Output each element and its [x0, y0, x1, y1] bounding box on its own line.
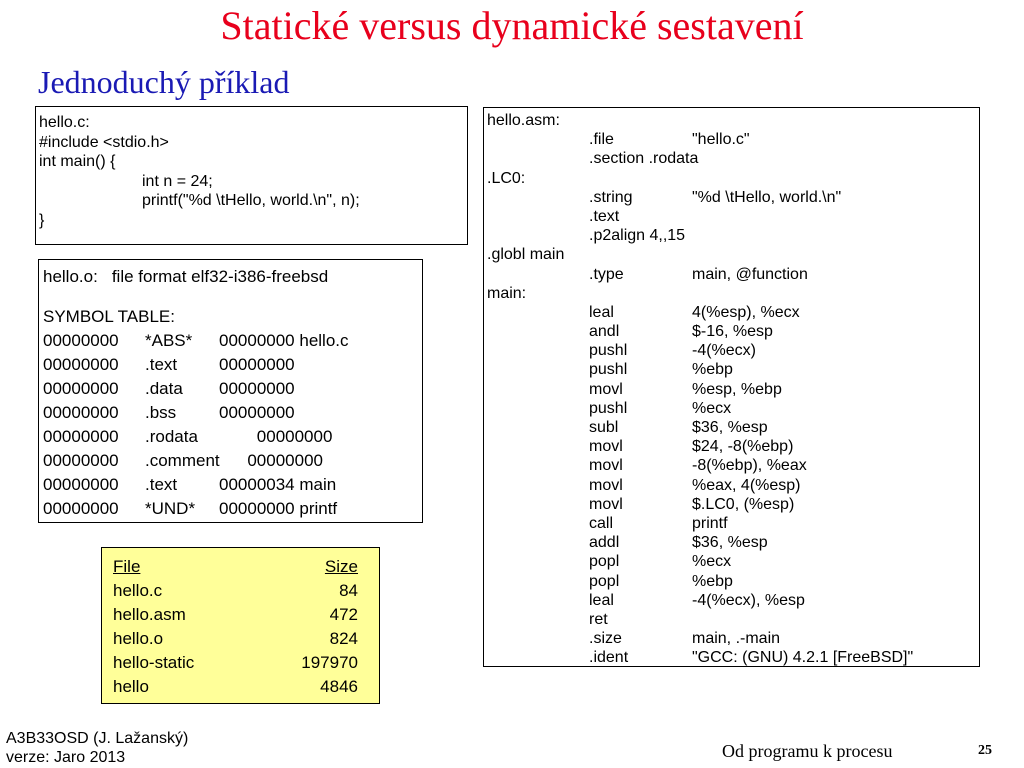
asm-line: [487, 380, 979, 399]
asm-line: [487, 437, 979, 456]
column-header-file: File: [113, 557, 141, 576]
asm-instruction: movl: [589, 457, 623, 475]
asm-label: hello.asm:: [487, 112, 560, 129]
asm-instruction: .file: [589, 131, 614, 149]
asm-line: [487, 265, 979, 284]
file-name-cell: hello.c: [113, 581, 163, 600]
symbol-section: .data: [145, 379, 183, 398]
asm-line: [487, 360, 979, 379]
footer-section: Od programu k procesu: [722, 741, 893, 761]
symbol-value: 00000000: [219, 379, 295, 398]
slide-subtitle: Jednoduchý příklad: [38, 64, 290, 100]
asm-line: [487, 514, 979, 533]
asm-line: [487, 399, 979, 418]
asm-instruction: .p2align 4,,15: [589, 227, 686, 245]
asm-instruction: .string: [589, 188, 633, 206]
asm-line: [487, 188, 979, 207]
asm-line: [487, 456, 979, 475]
asm-instruction: movl: [589, 476, 623, 494]
code-line: #include <stdio.h>: [39, 133, 169, 151]
asm-line: [487, 130, 979, 149]
table-row: [113, 675, 358, 699]
hello-o-symbol-table-box: [38, 259, 423, 523]
asm-line: [487, 533, 979, 552]
symbol-section: *UND*: [145, 499, 196, 518]
asm-operands: "%d \tHello, world.\n": [692, 188, 842, 206]
asm-line: [487, 169, 979, 188]
asm-operands: -4(%ecx): [692, 342, 757, 360]
file-name-cell: hello-static: [113, 653, 195, 672]
asm-instruction: popl: [589, 553, 620, 571]
symbol-row: [43, 377, 422, 401]
symbol-section: .rodata: [145, 427, 198, 446]
symbol-row: [43, 353, 422, 377]
asm-line: [487, 149, 979, 168]
column-header-size: Size: [324, 557, 358, 576]
asm-instruction: call: [589, 514, 614, 532]
file-size-rows: [113, 579, 358, 699]
asm-operands: %esp, %ebp: [692, 380, 782, 398]
asm-line: [487, 629, 979, 648]
asm-line: [487, 648, 979, 667]
asm-operands: $.LC0, (%esp): [692, 495, 795, 513]
symbol-addr: 00000000: [43, 451, 119, 470]
asm-operands: $36, %esp: [692, 534, 768, 552]
file-name-cell: hello: [113, 677, 149, 696]
code-line: int main() {: [39, 153, 116, 170]
asm-instruction: .section .rodata: [589, 150, 699, 168]
asm-line: [487, 476, 979, 495]
asm-operands: $-16, %esp: [692, 323, 773, 341]
asm-instruction: leal: [589, 591, 614, 609]
asm-operands: %ecx: [692, 399, 732, 417]
footer-version: verze: Jaro 2013: [6, 749, 126, 766]
asm-instruction: movl: [589, 380, 623, 398]
asm-line: [487, 572, 979, 591]
code-line: }: [39, 211, 45, 229]
asm-operands: $36, %esp: [692, 419, 768, 436]
asm-line: [487, 322, 979, 341]
symbol-section: .text: [145, 475, 178, 494]
symbol-value: 00000000: [219, 427, 333, 446]
asm-listing: [487, 111, 979, 667]
asm-instruction: pushl: [589, 342, 628, 360]
asm-operands: main, .-main: [692, 630, 781, 648]
symbol-row: [43, 425, 422, 449]
table-header-row: [113, 555, 358, 579]
code-line: hello.c:: [39, 114, 90, 131]
symbol-value: 00000000: [219, 403, 295, 422]
page-number: 25: [978, 743, 992, 758]
symbol-addr: 00000000: [43, 403, 119, 422]
asm-instruction: movl: [589, 438, 623, 456]
table-row: [113, 603, 358, 627]
symbol-addr: 00000000: [43, 499, 119, 518]
symbol-row: [43, 401, 422, 425]
asm-label: .LC0:: [487, 169, 526, 187]
symbol-section: *ABS*: [145, 331, 193, 350]
asm-instruction: pushl: [589, 361, 628, 379]
asm-line: [487, 111, 979, 130]
file-size-cell: 824: [329, 629, 358, 648]
footer-left: [6, 729, 188, 767]
asm-line: [487, 418, 979, 437]
table-row: [113, 651, 358, 675]
symbol-addr: 00000000: [43, 379, 119, 398]
table-row: [113, 627, 358, 651]
asm-label: main:: [487, 284, 527, 302]
asm-line: [487, 303, 979, 322]
asm-line: [487, 591, 979, 610]
asm-line: [487, 552, 979, 571]
symbol-value: 00000000: [219, 451, 323, 470]
symbol-table-title: SYMBOL TABLE:: [43, 307, 175, 326]
file-size-cell: 84: [339, 581, 358, 600]
footer-course: A3B33OSD (J. Lažanský): [6, 730, 189, 747]
symbol-section: .text: [145, 355, 178, 374]
file-name-cell: hello.o: [113, 629, 164, 648]
asm-instruction: pushl: [589, 399, 628, 417]
hello-asm-box: [483, 107, 980, 667]
asm-instruction: .size: [589, 630, 622, 648]
object-header: [43, 265, 422, 289]
asm-operands: "hello.c": [692, 131, 750, 149]
asm-operands: %ecx: [692, 553, 732, 571]
symbol-row: [43, 473, 422, 497]
asm-label: .globl main: [487, 246, 565, 264]
asm-instruction: ret: [589, 610, 608, 628]
table-row: [113, 579, 358, 603]
file-size-cell: 472: [329, 605, 358, 624]
asm-line: [487, 284, 979, 303]
file-size-cell: 197970: [301, 653, 358, 672]
hello-c-source-box: [35, 106, 468, 245]
symbol-section: .comment: [145, 451, 220, 470]
file-name-cell: hello.asm: [113, 605, 186, 624]
asm-instruction: subl: [589, 419, 619, 436]
asm-instruction: leal: [589, 303, 614, 321]
asm-instruction: popl: [589, 572, 620, 590]
slide-title: Statické versus dynamické sestavení: [220, 3, 804, 48]
file-size-table: [113, 555, 358, 699]
object-format: file format elf32-i386-freebsd: [111, 267, 329, 286]
symbol-value: 00000034 main: [219, 475, 337, 494]
asm-operands: $24, -8(%ebp): [692, 438, 794, 456]
symbol-addr: 00000000: [43, 475, 119, 494]
symbol-row: [43, 449, 422, 473]
asm-operands: %ebp: [692, 361, 733, 379]
symbol-value: 00000000 hello.c: [219, 331, 349, 350]
asm-operands: printf: [692, 514, 728, 532]
symbol-addr: 00000000: [43, 427, 119, 446]
asm-line: [487, 495, 979, 514]
code-line: printf("%d \tHello, world.\n", n);: [142, 192, 360, 209]
symbol-row: [43, 497, 422, 521]
object-name: hello.o:: [43, 267, 98, 286]
asm-instruction: .ident: [589, 649, 629, 667]
asm-line: [487, 226, 979, 245]
symbol-addr: 00000000: [43, 331, 119, 350]
asm-instruction: addl: [589, 534, 620, 552]
code-line: int n = 24;: [142, 172, 213, 190]
asm-line: [487, 245, 979, 264]
symbol-row: [43, 329, 422, 353]
asm-operands: %eax, 4(%esp): [692, 476, 801, 494]
asm-instruction: .type: [589, 265, 624, 283]
asm-operands: main, @function: [692, 265, 808, 283]
asm-operands: "GCC: (GNU) 4.2.1 [FreeBSD]": [692, 649, 914, 667]
asm-operands: %ebp: [692, 572, 733, 590]
symbol-addr: 00000000: [43, 355, 119, 374]
asm-instruction: andl: [589, 323, 620, 341]
file-size-cell: 4846: [320, 677, 358, 696]
symbol-value: 00000000 printf: [219, 499, 338, 518]
symbol-list: [43, 329, 422, 521]
asm-operands: -4(%ecx), %esp: [692, 591, 805, 609]
asm-operands: 4(%esp), %ecx: [692, 303, 800, 321]
asm-instruction: .text: [589, 207, 620, 225]
file-size-table-box: [101, 547, 380, 704]
symbol-section: .bss: [145, 403, 177, 422]
symbol-value: 00000000: [219, 355, 295, 374]
asm-line: [487, 207, 979, 226]
asm-line: [487, 610, 979, 629]
asm-line: [487, 341, 979, 360]
asm-instruction: movl: [589, 495, 623, 513]
asm-operands: -8(%ebp), %eax: [692, 457, 807, 475]
